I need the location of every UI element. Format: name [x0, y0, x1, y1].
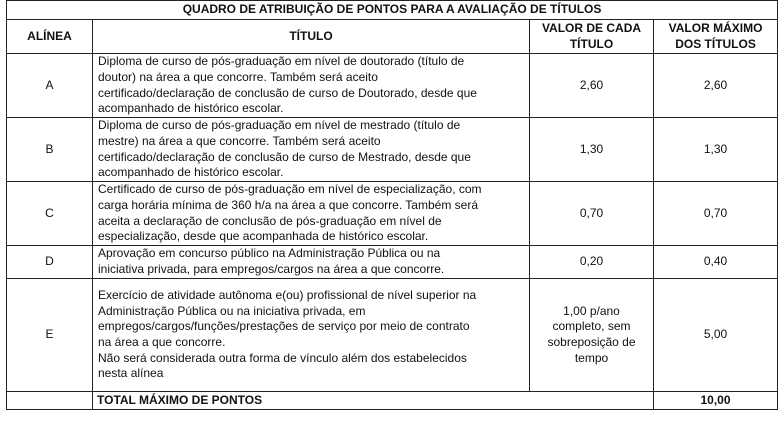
row-description [93, 118, 530, 182]
row-valor-cada: 0,20 [530, 246, 654, 279]
table-row [7, 279, 778, 392]
header-titulo: TÍTULO [93, 20, 530, 54]
row-valor-maximo: 5,00 [654, 279, 778, 392]
header-valor-maximo-line1: VALOR MÁXIMO [668, 20, 763, 35]
description-line: acompanhado de histórico escolar. [98, 165, 284, 180]
total-row [7, 392, 778, 410]
description-line: certificado/declaração de conclusão de curso de Mestrado, desde que [98, 149, 471, 164]
row-description [93, 182, 530, 246]
description-line: mestre) na área a que concorre. Também será aceito [98, 133, 381, 148]
header-valor-cada-line2: TÍTULO [569, 36, 614, 51]
valor-cada-line: completo, sem [552, 319, 631, 334]
row-alinea: A [7, 54, 93, 118]
header-valor-maximo [654, 20, 778, 54]
row-alinea: E [7, 279, 93, 392]
description-line: Certificado de curso de pós-graduação em nível de especialização, com [98, 182, 482, 197]
description-line: Aprovação em concurso público na Administração Pública ou na [98, 246, 441, 261]
description-line: iniciativa privada, para empregos/cargos na área a que concorre. [98, 262, 445, 276]
header-valor-cada-line1: VALOR DE CADA [541, 20, 642, 35]
valor-cada-line: tempo [574, 350, 609, 365]
row-alinea: C [7, 182, 93, 246]
valor-cada-line: sobreposição de [547, 335, 636, 349]
header-valor-maximo-line2: DOS TÍTULOS [675, 36, 756, 51]
header-alinea: ALÍNEA [7, 20, 93, 54]
table-row [7, 246, 778, 279]
row-valor-maximo: 0,40 [654, 246, 778, 279]
table-caption: QUADRO DE ATRIBUIÇÃO DE PONTOS PARA A AVALIAÇÃO DE TÍTULOS [7, 1, 778, 20]
row-valor-cada [530, 279, 654, 392]
description-line: Administração Pública ou na iniciativa privada, em [98, 303, 366, 318]
points-table-document [6, 0, 777, 410]
description-line: na área a que concorre. [98, 335, 226, 349]
row-alinea: B [7, 118, 93, 182]
table-row [7, 182, 778, 246]
description-line: Diploma de curso de pós-graduação em nível de doutorado (título de [98, 54, 465, 69]
row-description [93, 246, 530, 279]
total-value: 10,00 [654, 392, 778, 410]
table-row [7, 54, 778, 118]
description-line: nesta alínea [98, 366, 164, 381]
description-line: Diploma de curso de pós-graduação em nível de mestrado (título de [98, 118, 461, 133]
row-valor-cada: 1,30 [530, 118, 654, 182]
row-valor-cada: 0,70 [530, 182, 654, 246]
description-line: certificado/declaração de conclusão de curso de Doutorado, desde que [98, 85, 477, 100]
row-alinea: D [7, 246, 93, 279]
description-line: Exercício de atividade autônoma e(ou) profissional de nível superior na [98, 288, 477, 303]
description-line: empregos/cargos/funções/prestações de serviço por meio de contrato [98, 319, 470, 334]
table-row [7, 118, 778, 182]
row-valor-maximo: 2,60 [654, 54, 778, 118]
description-line: especialização, desde que acompanhada de histórico escolar. [98, 229, 429, 244]
header-valor-cada [530, 20, 654, 54]
description-line: aceita a declaração de conclusão de pós-graduação em nível de [98, 213, 442, 228]
row-description [93, 279, 530, 392]
points-table [6, 0, 778, 410]
description-line: acompanhado de histórico escolar. [98, 101, 284, 116]
row-description [93, 54, 530, 118]
row-valor-cada: 2,60 [530, 54, 654, 118]
description-line: carga horária mínima de 360 h/a na área a que concorre. Também será [98, 197, 478, 212]
description-line: Não será considerada outra forma de vínculo além dos estabelecidos [98, 350, 467, 365]
row-valor-maximo: 0,70 [654, 182, 778, 246]
valor-cada-line: 1,00 p/ano [563, 303, 620, 318]
total-label: TOTAL MÁXIMO DE PONTOS [93, 392, 654, 410]
description-line: doutor) na área a que concorre. Também será aceito [98, 69, 378, 84]
total-empty-cell [7, 392, 93, 410]
row-valor-maximo: 1,30 [654, 118, 778, 182]
